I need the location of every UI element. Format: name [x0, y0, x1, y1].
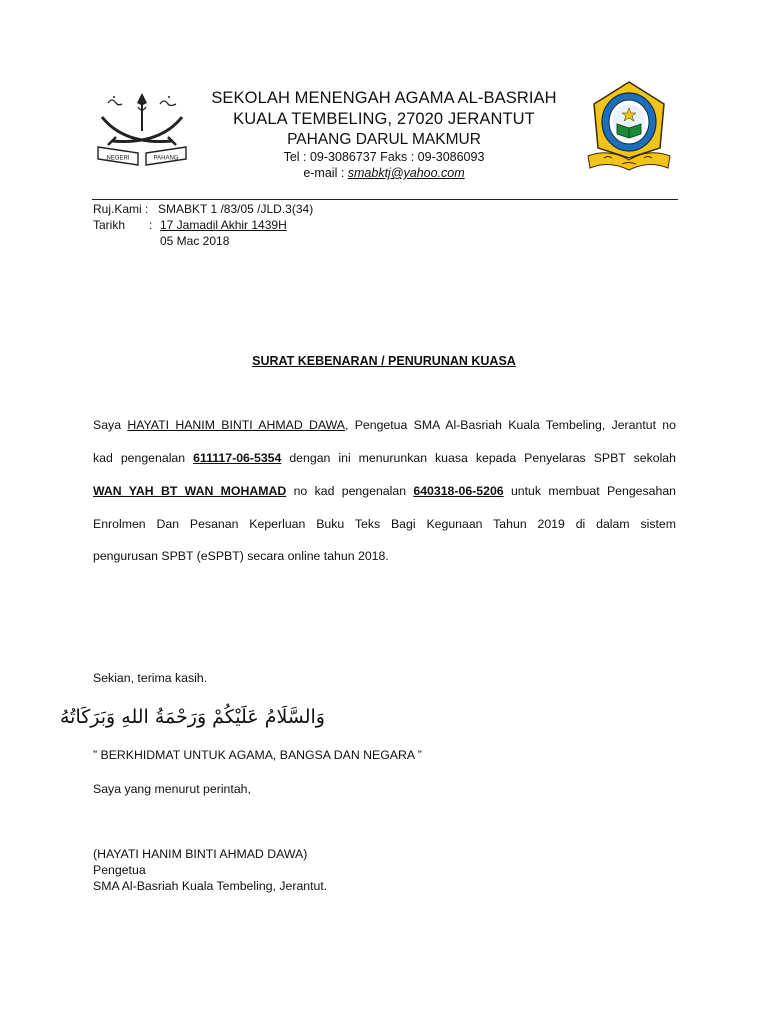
school-name: SEKOLAH MENENGAH AGAMA AL-BASRIAH	[211, 89, 557, 107]
body-text: , Pengetua SMA Al-Basriah Kuala Tembeling, Jerantut no	[344, 418, 676, 432]
body-line-1	[93, 418, 676, 434]
body-text: no kad pengenalan	[286, 484, 414, 498]
body-text: Saya	[93, 418, 128, 432]
letter-title: SURAT KEBENARAN / PENURUNAN KUASA	[252, 354, 516, 368]
signatory-position: Pengetua	[93, 863, 146, 877]
body-text: untuk membuat Pengesahan	[503, 484, 677, 498]
ref-ruj-value: SMABKT 1 /83/05 /JLD.3(34)	[158, 202, 314, 216]
principal-ic: 611117-06-5354	[193, 451, 282, 465]
body-line-4	[93, 517, 676, 533]
email-link[interactable]: smabktj@yahoo.com	[347, 166, 465, 180]
signatory-name: (HAYATI HANIM BINTI AHMAD DAWA)	[93, 847, 308, 861]
school-email-line	[0, 166, 768, 180]
ribbon-text-left: NEGERI	[106, 155, 130, 162]
letterhead-divider	[92, 199, 678, 200]
ref-tarikh-label: Tarikh	[93, 218, 126, 232]
ref-hijri-date: 17 Jamadil Akhir 1439H	[160, 218, 287, 232]
body-text: kad pengenalan	[93, 451, 194, 465]
body-line-2	[93, 451, 676, 467]
ref-gregorian-date: 05 Mac 2018	[160, 234, 230, 248]
body-text: pengurusan SPBT (eSPBT) secara online tahun 2018.	[93, 549, 389, 563]
body-line-5	[93, 549, 676, 565]
school-motto: ” BERKHIDMAT UNTUK AGAMA, BANGSA DAN NEGARA ”	[93, 748, 422, 762]
coordinator-ic: 640318-06-5206	[413, 484, 504, 498]
coordinator-name: WAN YAH BT WAN MOHAMAD	[93, 484, 287, 498]
signatory-school: SMA Al-Basriah Kuala Tembeling, Jerantut.	[93, 879, 328, 893]
body-line-3	[93, 484, 676, 500]
school-address: KUALA TEMBELING, 27020 JERANTUT	[233, 110, 535, 128]
body-text: dengan ini menurunkan kuasa kepada Penyelaras SPBT sekolah	[281, 451, 676, 465]
ref-ruj-label: Ruj.Kami :	[93, 202, 149, 216]
sign-off-text: Saya yang menurut perintah,	[93, 782, 251, 796]
email-label: e-mail :	[303, 166, 348, 180]
body-text: Enrolmen Dan Pesanan Keperluan Buku Teks Bagi Kegunaan Tahun 2019 di dalam sistem	[93, 517, 676, 531]
salam-calligraphy: وَالسَّلَامُ عَلَيْكُمْ وَرَحْمَةُ اللهِ وَبَرَكَاتُهُ	[59, 706, 325, 728]
closing-text: Sekian, terima kasih.	[93, 671, 208, 685]
principal-name: HAYATI HANIM BINTI AHMAD DAWA	[127, 418, 345, 432]
ref-tarikh-sep: :	[149, 218, 153, 232]
school-contact: Tel : 09-3086737 Faks : 09-3086093	[283, 150, 485, 164]
school-state: PAHANG DARUL MAKMUR	[287, 131, 481, 148]
ribbon-text-right: PAHANG	[153, 155, 179, 162]
